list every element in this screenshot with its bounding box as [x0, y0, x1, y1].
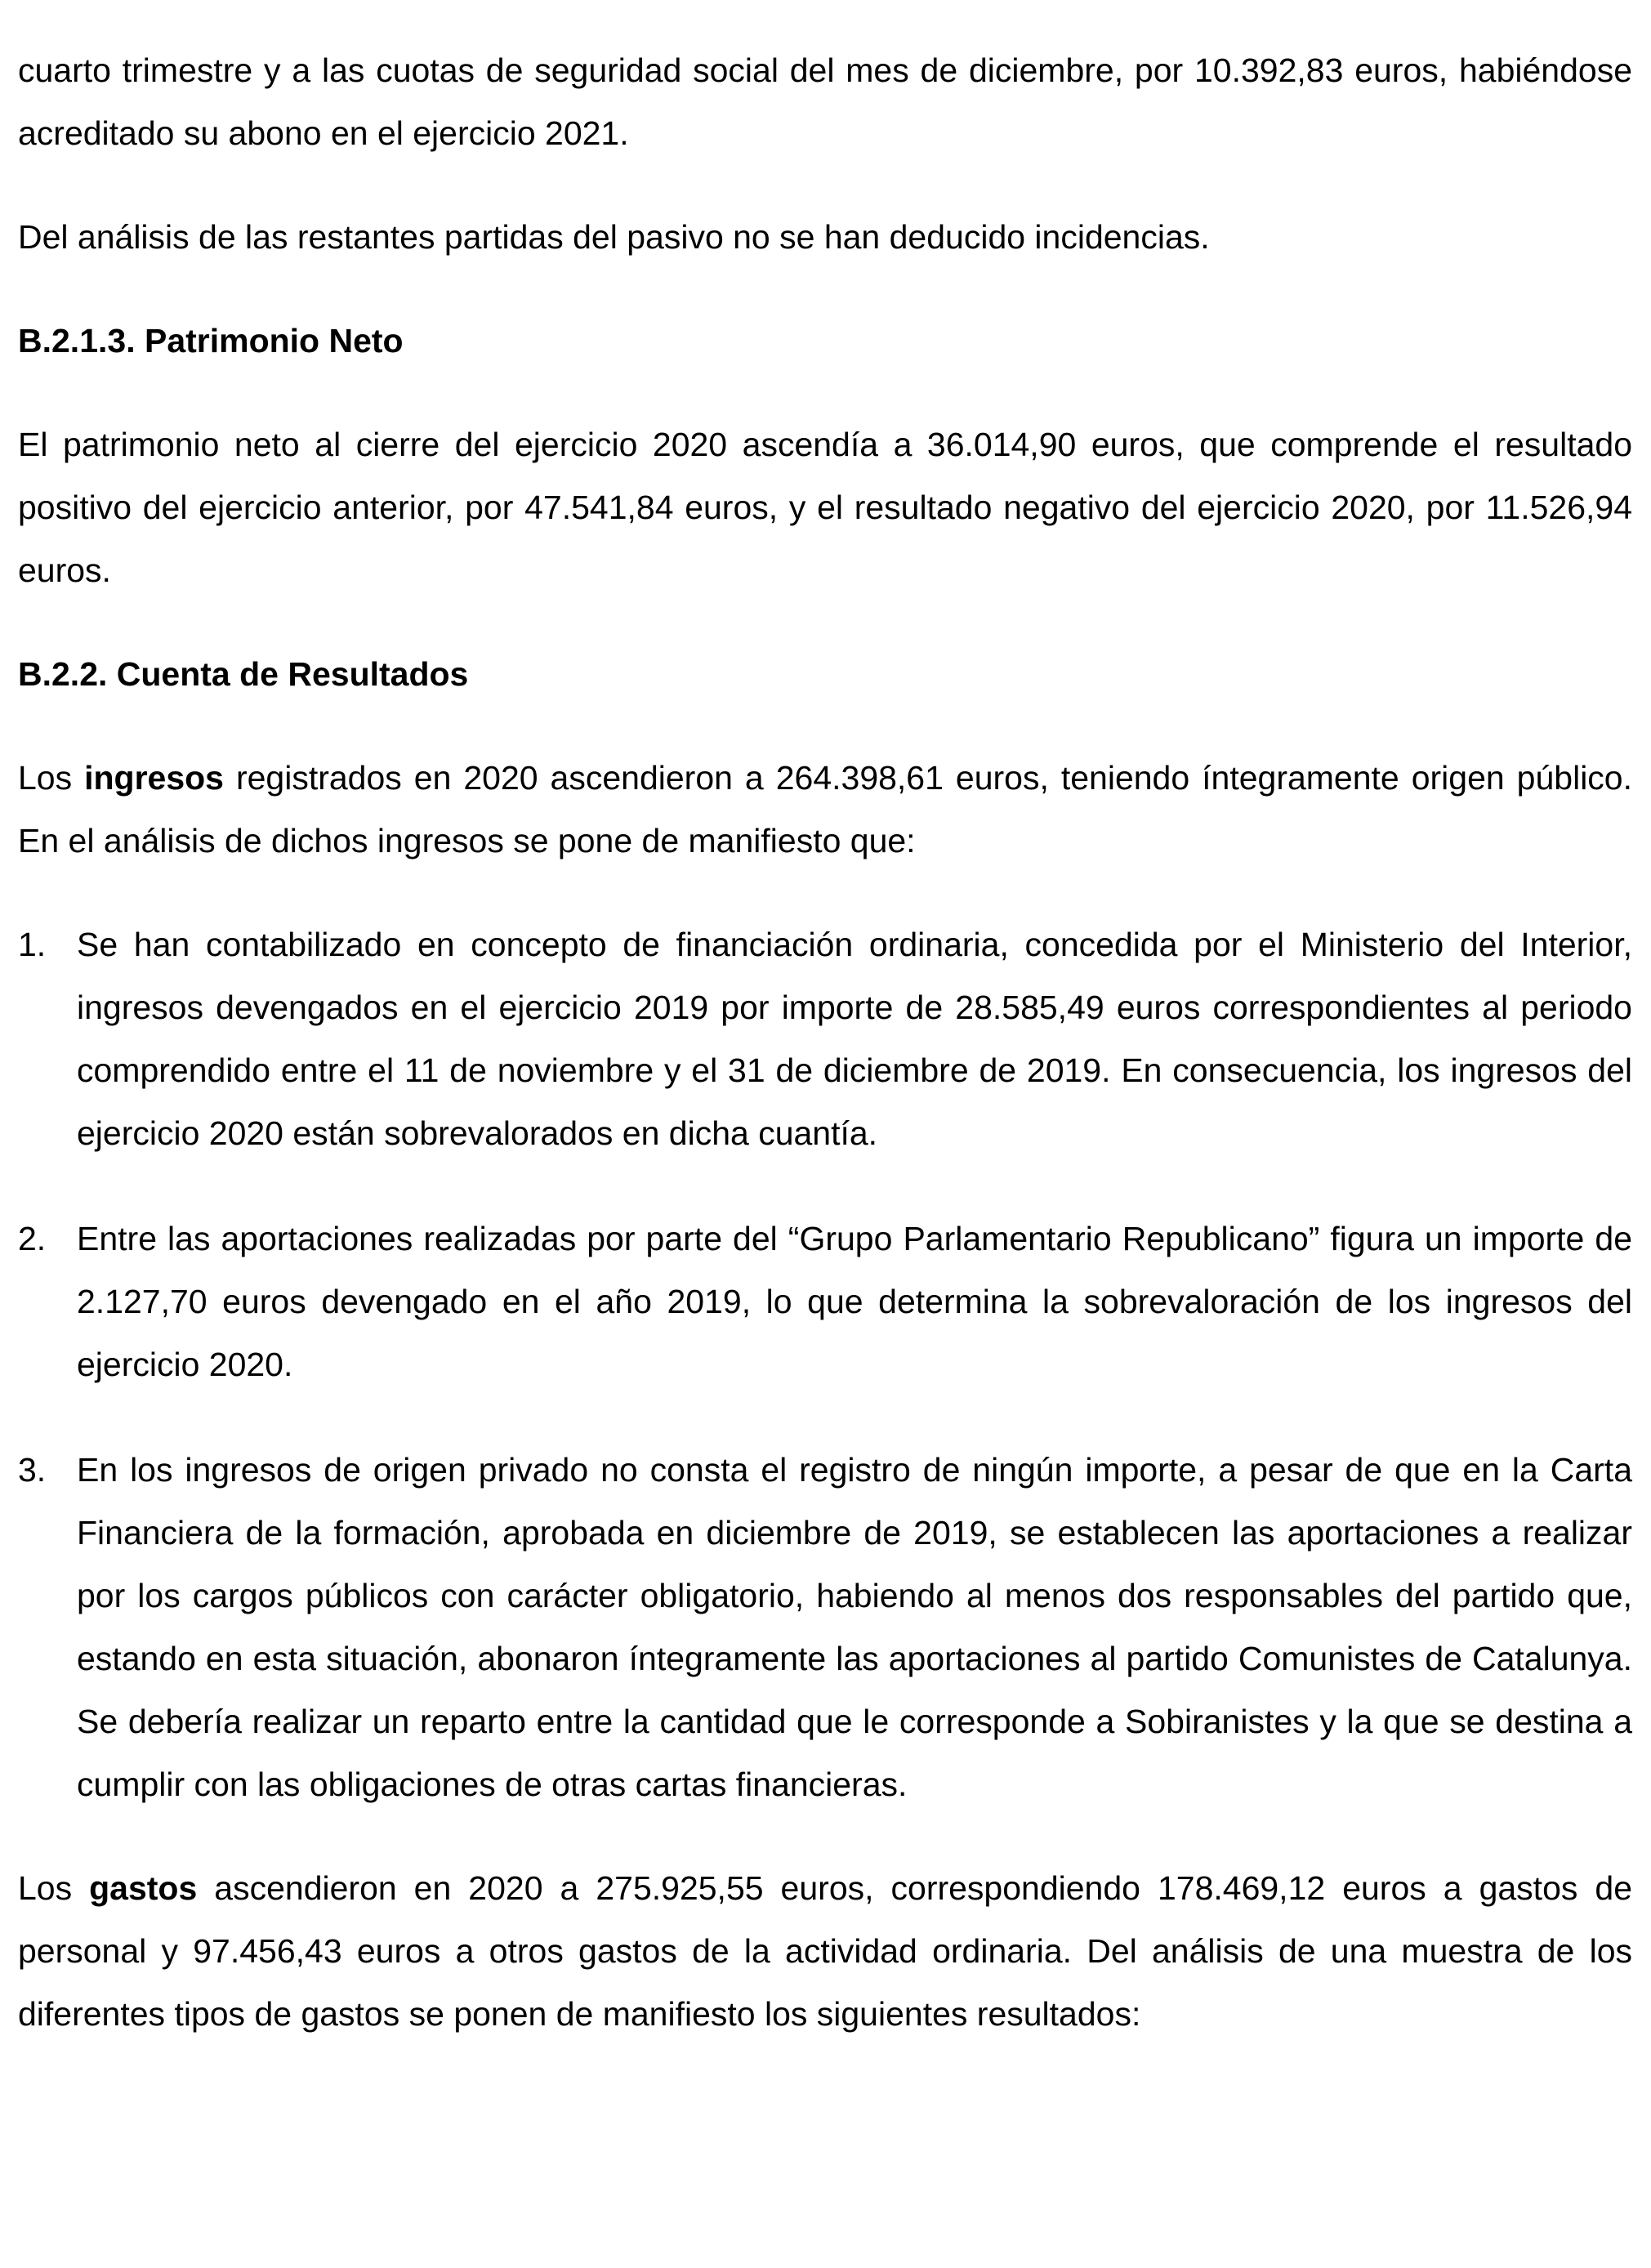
- gastos-rest: ascendieron en 2020 a 275.925,55 euros, correspondiendo 178.469,12 euros a gastos de personal y 97.456,43 euros a otros gastos de la actividad ordinaria. Del análisis de una muestra de los diferentes tipos de gastos se ponen de manifiesto los siguientes resultados:: [18, 1869, 1632, 2033]
- list-item-text: En los ingresos de origen privado no consta el registro de ningún importe, a pesar de que en la Carta Financiera de la formación, aprobada en diciembre de 2019, se establecen las aportaciones a realizar por los cargos públicos con carácter obligatorio, habiendo al menos dos responsables del partido que, estando en esta situación, abonaron íntegramente las aportaciones al partido Comunistes de Catalunya. Se debería realizar un reparto entre la cantidad que le corresponde a Sobiranistes y la que se destina a cumplir con las obligaciones de otras cartas financieras.: [77, 1451, 1632, 1803]
- paragraph-gastos: [18, 1857, 1632, 2046]
- paragraph-pasivo-continuation: cuarto trimestre y a las cuotas de seguridad social del mes de diciembre, por 10.392,83 euros, habiéndose acreditado su abono en el ejercicio 2021.: [18, 51, 1632, 152]
- heading-cuenta-resultados: B.2.2. Cuenta de Resultados: [18, 655, 469, 693]
- list-item-number: 3.: [18, 1451, 47, 1489]
- list-item-number: 1.: [18, 926, 47, 963]
- list-item-number: 2.: [18, 1220, 47, 1257]
- heading-patrimonio-neto: B.2.1.3. Patrimonio Neto: [18, 322, 404, 359]
- paragraph-ingresos: [18, 747, 1632, 873]
- ingresos-lead: Los: [18, 759, 85, 797]
- gastos-lead: Los: [18, 1869, 90, 1907]
- list-item-text: Se han contabilizado en concepto de financiación ordinaria, concedida por el Ministerio del Interior, ingresos devengados en el ejercicio 2019 por importe de 28.585,49 euros correspondientes al periodo comprendido entre el 11 de noviembre y el 31 de diciembre de 2019. En consecuencia, los ingresos del ejercicio 2020 están sobrevalorados en dicha cuantía.: [77, 926, 1632, 1152]
- paragraph-patrimonio-neto: El patrimonio neto al cierre del ejercicio 2020 ascendía a 36.014,90 euros, que comprende el resultado positivo del ejercicio anterior, por 47.541,84 euros, y el resultado negativo del ejercicio 2020, por 11.526,94 euros.: [18, 426, 1632, 589]
- ingresos-findings-list: [18, 913, 1632, 1816]
- list-item: [18, 913, 1632, 1165]
- ingresos-rest: registrados en 2020 ascendieron a 264.398,61 euros, teniendo íntegramente origen público. En el análisis de dichos ingresos se pone de manifiesto que:: [18, 759, 1632, 859]
- gastos-bold: gastos: [89, 1869, 198, 1907]
- ingresos-bold: ingresos: [84, 759, 224, 797]
- list-item: [18, 1208, 1632, 1396]
- list-item: [18, 1439, 1632, 1816]
- list-item-text: Entre las aportaciones realizadas por parte del “Grupo Parlamentario Republicano” figura un importe de 2.127,70 euros devengado en el año 2019, lo que determina la sobrevaloración de los ingresos del ejercicio 2020.: [77, 1220, 1632, 1383]
- document-page: [18, 39, 1632, 2046]
- paragraph-pasivo-sin-incidencias: Del análisis de las restantes partidas del pasivo no se han deducido incidencias.: [18, 218, 1210, 256]
